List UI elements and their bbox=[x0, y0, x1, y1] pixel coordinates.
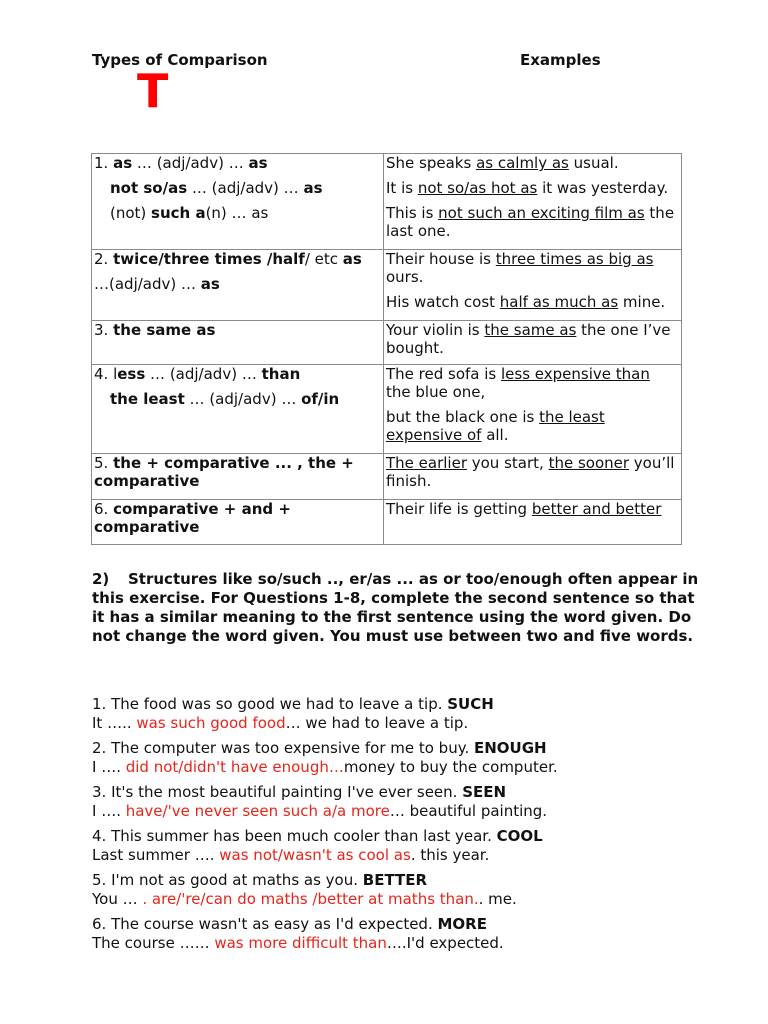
question-keyword: SUCH bbox=[447, 695, 494, 713]
comparison-row bbox=[92, 500, 682, 545]
comparison-type-line bbox=[94, 250, 381, 268]
comparison-type-line bbox=[94, 204, 381, 222]
example-sentence bbox=[386, 250, 679, 286]
answer-text: have/'ve never seen such a/a more bbox=[125, 802, 390, 820]
example-sentence bbox=[386, 500, 679, 518]
example-cell bbox=[384, 500, 682, 545]
comparison-type-line bbox=[94, 275, 381, 293]
example-text: Their life is getting bbox=[386, 500, 532, 518]
type-text: 5. bbox=[94, 454, 114, 472]
comparison-type-line bbox=[94, 179, 381, 197]
answer-text: was more difficult than bbox=[214, 934, 387, 952]
answer-tail: … beautiful painting. bbox=[389, 802, 548, 820]
example-text: all. bbox=[481, 426, 509, 444]
question-keyword: MORE bbox=[437, 915, 487, 933]
question-prompt-line bbox=[92, 739, 712, 758]
example-underlined-phrase: as calmly as bbox=[476, 154, 569, 172]
example-underlined-phrase: the sooner bbox=[548, 454, 630, 472]
type-keyword: as bbox=[248, 154, 268, 172]
example-text: the one I’ve bought. bbox=[386, 321, 671, 357]
answer-lead: You … bbox=[92, 890, 143, 908]
comparison-row bbox=[92, 250, 682, 321]
example-text: Their house is bbox=[386, 250, 496, 268]
type-keyword: not so/as bbox=[110, 179, 188, 197]
exercise-instructions bbox=[92, 570, 702, 646]
comparison-type-line bbox=[94, 154, 381, 172]
example-sentence bbox=[386, 204, 679, 240]
type-keyword: of/in bbox=[301, 390, 340, 408]
type-keyword: as bbox=[303, 179, 323, 197]
comparison-row bbox=[92, 321, 682, 365]
question-item bbox=[92, 783, 712, 821]
example-underlined-phrase: the least expensive of bbox=[386, 408, 605, 444]
type-text: … (adj/adv) … bbox=[187, 179, 304, 197]
type-keyword: such a bbox=[151, 204, 206, 222]
question-keyword: BETTER bbox=[362, 871, 428, 889]
example-text: She speaks bbox=[386, 154, 477, 172]
question-prompt-line bbox=[92, 783, 712, 802]
answer-line bbox=[92, 890, 712, 909]
comparison-type-line bbox=[94, 365, 381, 383]
example-underlined-phrase: better and better bbox=[531, 500, 662, 518]
answer-text: was not/wasn't as cool as bbox=[219, 846, 411, 864]
comparison-type-line bbox=[94, 500, 381, 536]
example-underlined-phrase: The earlier bbox=[386, 454, 467, 472]
question-prompt-line bbox=[92, 695, 712, 714]
question-prompt: 4. This summer has been much cooler than last year. bbox=[92, 827, 497, 845]
type-text: 4. l bbox=[94, 365, 118, 383]
comparison-type-line bbox=[94, 454, 381, 490]
example-underlined-phrase: not such an exciting film as bbox=[438, 204, 645, 222]
type-keyword: as bbox=[113, 154, 133, 172]
answer-tail: ….I'd expected. bbox=[386, 934, 504, 952]
answer-text: was such good food bbox=[136, 714, 286, 732]
example-sentence bbox=[386, 454, 679, 490]
question-prompt: 2. The computer was too expensive for me to buy. bbox=[92, 739, 474, 757]
answer-line bbox=[92, 758, 712, 777]
answer-lead: I …. bbox=[92, 802, 126, 820]
example-text: His watch cost bbox=[386, 293, 500, 311]
comparison-type-cell bbox=[92, 365, 384, 454]
header-types: Types of Comparison bbox=[92, 51, 268, 69]
type-keyword: the same as bbox=[113, 321, 216, 339]
answer-text: . are/'re/can do maths /better at maths than. bbox=[142, 890, 479, 908]
answer-lead: It ….. bbox=[92, 714, 137, 732]
example-cell bbox=[384, 321, 682, 365]
type-keyword: comparative + and + comparative bbox=[94, 500, 291, 536]
example-sentence bbox=[386, 179, 679, 197]
type-text: … (adj/adv) … bbox=[184, 390, 302, 408]
comparison-row bbox=[92, 454, 682, 500]
question-item bbox=[92, 695, 712, 733]
example-sentence bbox=[386, 154, 679, 172]
answer-line bbox=[92, 846, 712, 865]
question-keyword: COOL bbox=[496, 827, 543, 845]
example-underlined-phrase: half as much as bbox=[499, 293, 619, 311]
example-cell bbox=[384, 454, 682, 500]
example-text: the last one. bbox=[386, 204, 675, 240]
answer-line bbox=[92, 714, 712, 733]
example-text: It is bbox=[386, 179, 418, 197]
example-underlined-phrase: less expensive than bbox=[501, 365, 650, 383]
example-text: mine. bbox=[618, 293, 666, 311]
comparison-type-cell bbox=[92, 454, 384, 500]
big-red-letter: T bbox=[137, 64, 169, 118]
example-text: usual. bbox=[568, 154, 619, 172]
example-sentence bbox=[386, 365, 679, 401]
comparison-type-cell bbox=[92, 500, 384, 545]
type-text: 3. bbox=[94, 321, 114, 339]
example-cell bbox=[384, 365, 682, 454]
type-text: / etc bbox=[304, 250, 343, 268]
header-examples: Examples bbox=[520, 51, 601, 69]
answer-text: did not/didn't have enough… bbox=[125, 758, 344, 776]
answer-line bbox=[92, 934, 712, 953]
question-item bbox=[92, 739, 712, 777]
answer-tail: . this year. bbox=[410, 846, 490, 864]
type-text: …(adj/adv) … bbox=[94, 275, 201, 293]
type-text: 2. bbox=[94, 250, 114, 268]
example-text: but the black one is bbox=[386, 408, 540, 426]
answer-lead: The course …… bbox=[92, 934, 215, 952]
question-item bbox=[92, 871, 712, 909]
comparison-type-line bbox=[94, 390, 381, 408]
question-prompt: 3. It's the most beautiful painting I've ever seen. bbox=[92, 783, 463, 801]
type-keyword: as bbox=[342, 250, 362, 268]
comparison-table-body bbox=[92, 154, 682, 545]
answer-tail: … we had to leave a tip. bbox=[285, 714, 469, 732]
example-underlined-phrase: three times as big as bbox=[495, 250, 654, 268]
type-text: 6. bbox=[94, 500, 114, 518]
answer-lead: Last summer …. bbox=[92, 846, 220, 864]
type-keyword: than bbox=[261, 365, 301, 383]
type-text: (not) bbox=[110, 204, 152, 222]
type-keyword: the + comparative ... , the + comparative bbox=[94, 454, 354, 490]
example-text: The red sofa is bbox=[386, 365, 502, 383]
question-keyword: SEEN bbox=[462, 783, 507, 801]
example-text: ours. bbox=[386, 268, 424, 286]
question-prompt-line bbox=[92, 915, 712, 934]
comparison-row bbox=[92, 365, 682, 454]
comparison-type-cell bbox=[92, 321, 384, 365]
question-keyword: ENOUGH bbox=[474, 739, 547, 757]
comparison-type-cell bbox=[92, 154, 384, 250]
answer-tail: money to buy the computer. bbox=[343, 758, 558, 776]
example-sentence bbox=[386, 293, 679, 311]
example-text: you start, bbox=[466, 454, 549, 472]
type-text: … (adj/adv) … bbox=[145, 365, 262, 383]
answer-line bbox=[92, 802, 712, 821]
comparison-table bbox=[91, 153, 682, 545]
example-underlined-phrase: not so/as hot as bbox=[417, 179, 538, 197]
example-sentence bbox=[386, 408, 679, 444]
question-list bbox=[92, 695, 712, 959]
example-text: it was yesterday. bbox=[537, 179, 669, 197]
type-text: (n) … as bbox=[205, 204, 269, 222]
type-text: 1. bbox=[94, 154, 114, 172]
example-cell bbox=[384, 154, 682, 250]
example-cell bbox=[384, 250, 682, 321]
answer-tail: . me. bbox=[478, 890, 517, 908]
example-text: This is bbox=[386, 204, 439, 222]
exercise-instructions-text: Structures like so/such .., er/as ... as or too/enough often appear in this exercise. For Questions 1-8, complete the second sentence so that it has a similar meaning to the first sentence using the word given. Do not change the word given. You must use between two and five words. bbox=[92, 570, 699, 645]
type-keyword: ess bbox=[117, 365, 146, 383]
question-item bbox=[92, 827, 712, 865]
type-keyword: as bbox=[200, 275, 220, 293]
answer-lead: I …. bbox=[92, 758, 126, 776]
question-prompt: 5. I'm not as good at maths as you. bbox=[92, 871, 363, 889]
type-keyword: the least bbox=[110, 390, 185, 408]
comparison-row bbox=[92, 154, 682, 250]
exercise-number: 2) bbox=[92, 570, 110, 588]
example-text: the blue one, bbox=[386, 383, 486, 401]
comparison-type-line bbox=[94, 321, 381, 339]
question-item bbox=[92, 915, 712, 953]
type-keyword: twice/three times /half bbox=[113, 250, 305, 268]
question-prompt: 6. The course wasn't as easy as I'd expected. bbox=[92, 915, 438, 933]
question-prompt-line bbox=[92, 827, 712, 846]
example-sentence bbox=[386, 321, 679, 357]
type-text: … (adj/adv) … bbox=[132, 154, 249, 172]
example-text: you’ll finish. bbox=[386, 454, 675, 490]
question-prompt: 1. The food was so good we had to leave a tip. bbox=[92, 695, 448, 713]
comparison-type-cell bbox=[92, 250, 384, 321]
question-prompt-line bbox=[92, 871, 712, 890]
example-text: Your violin is bbox=[386, 321, 485, 339]
example-underlined-phrase: the same as bbox=[484, 321, 577, 339]
